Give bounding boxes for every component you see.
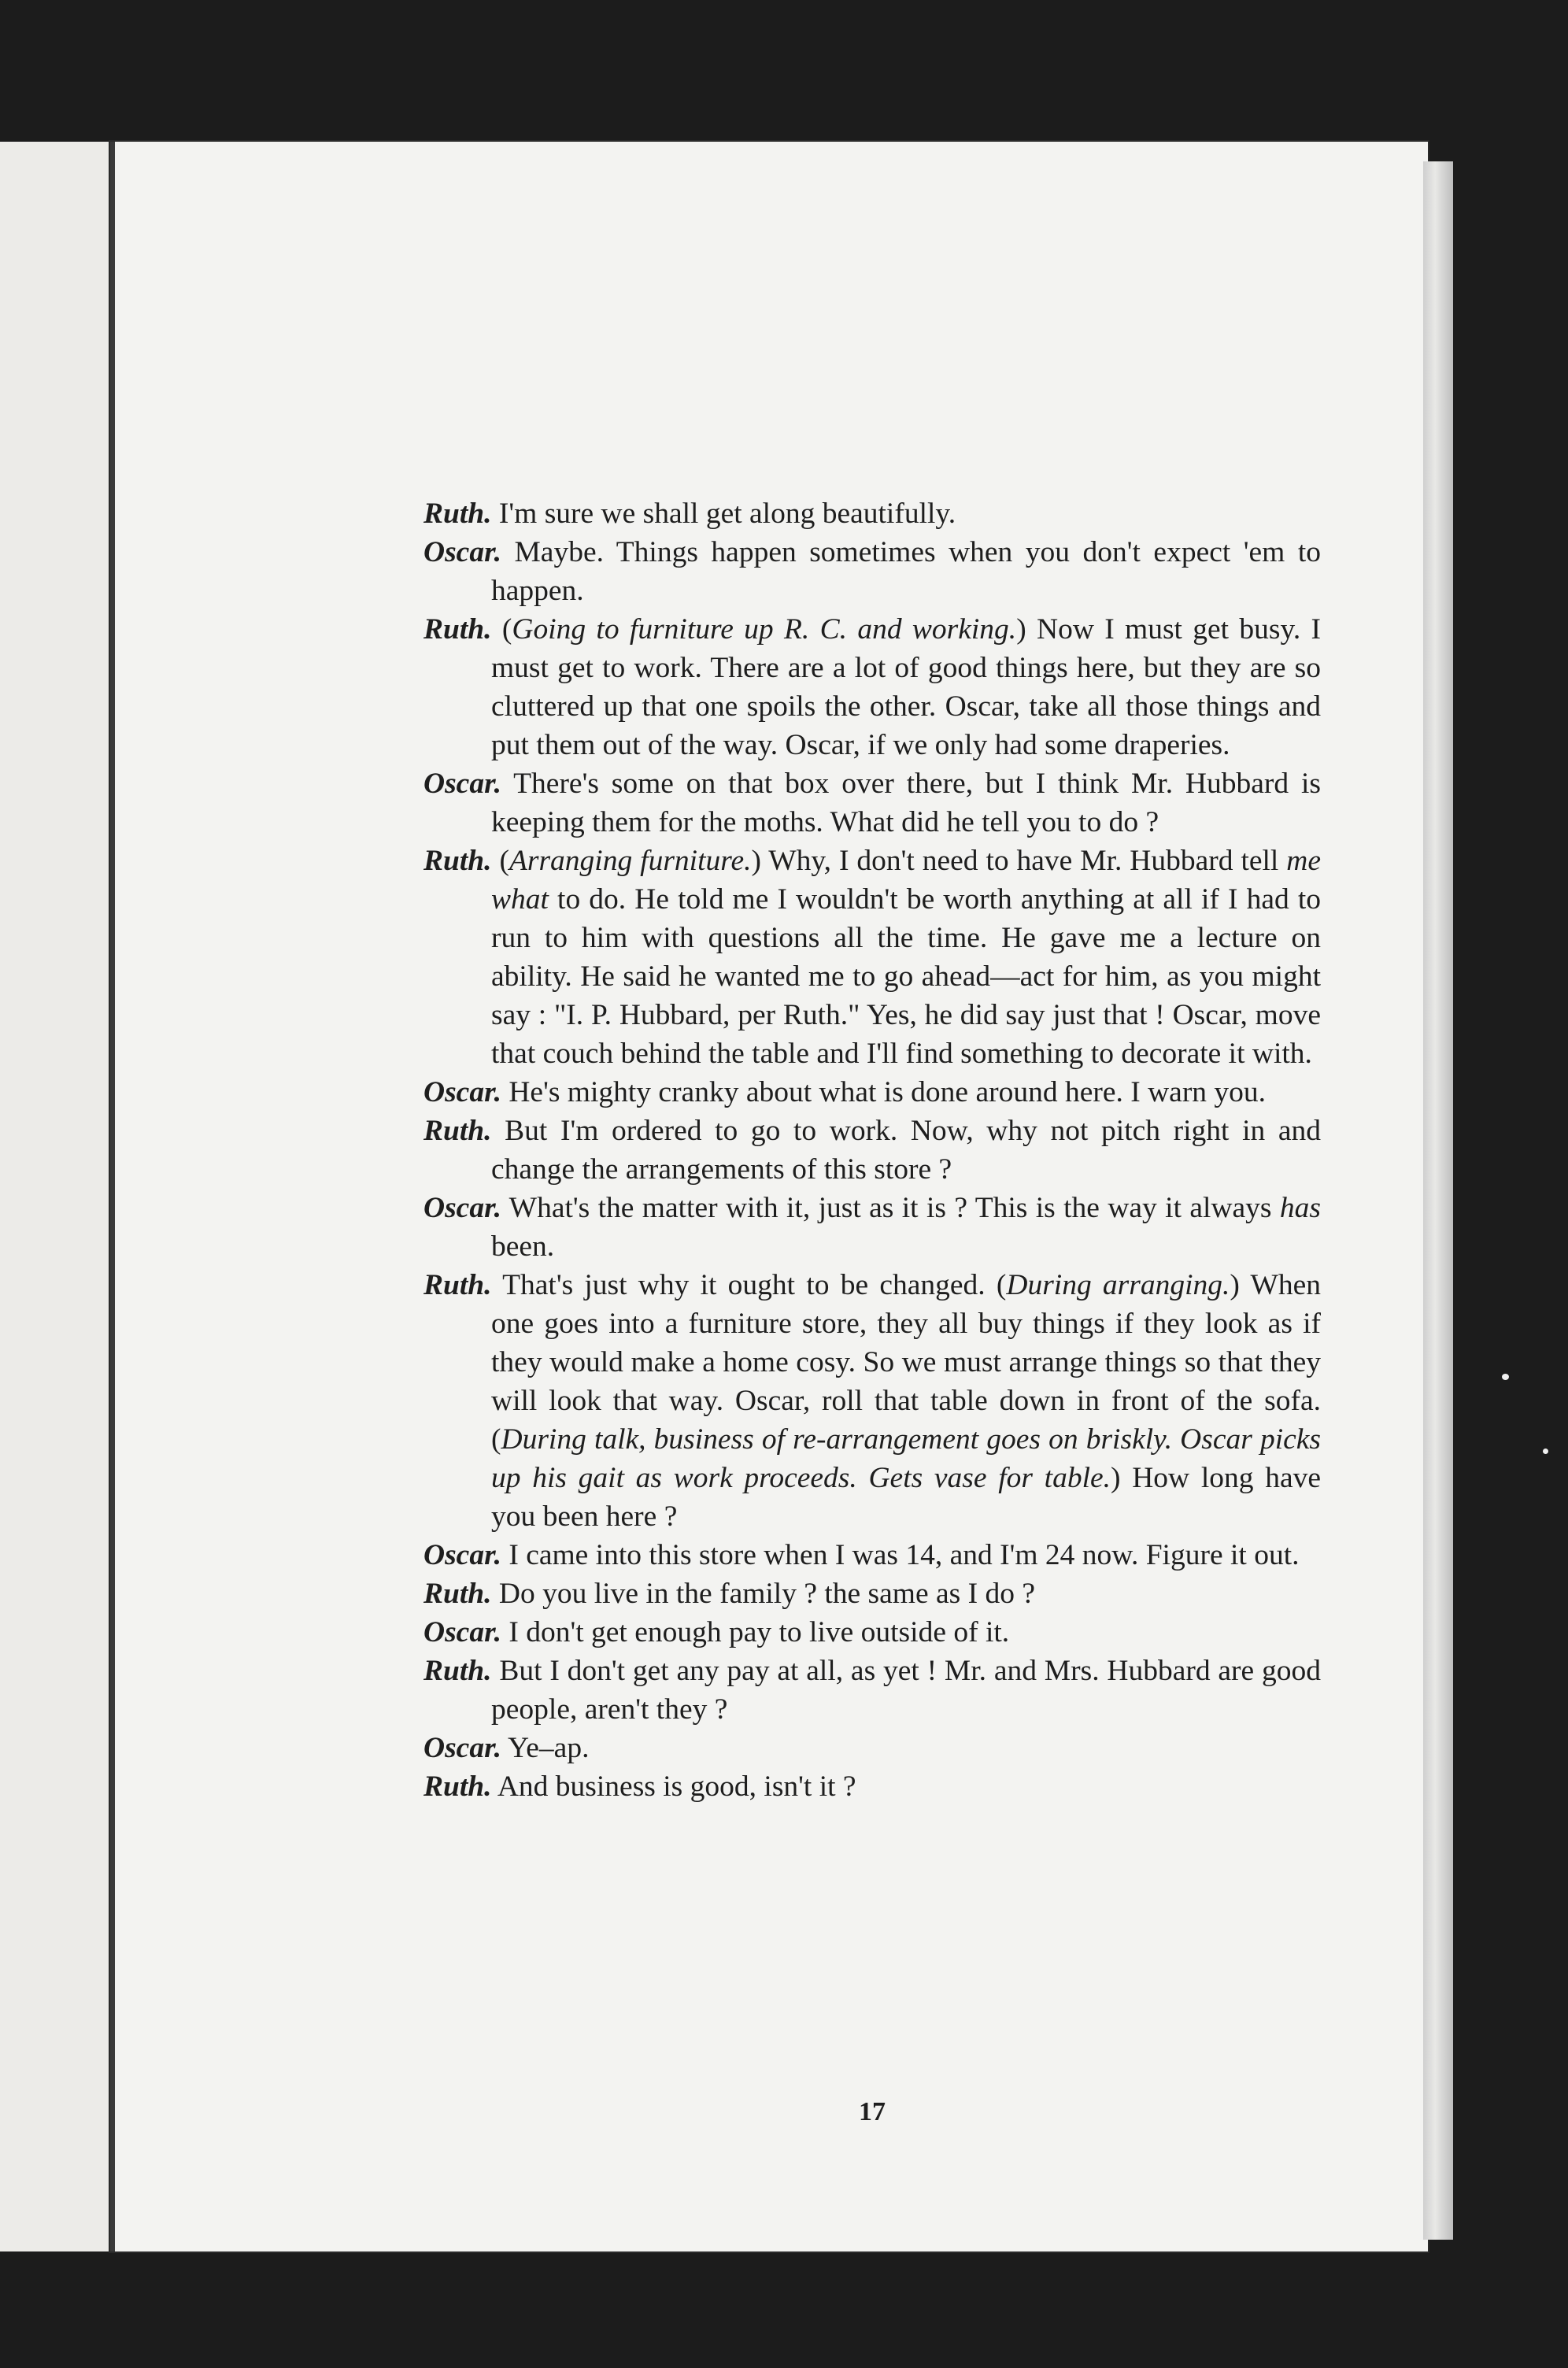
speaker-name: Ruth.: [423, 1578, 492, 1610]
stage-direction: Going to furniture up R. C. and working.: [512, 613, 1017, 646]
speaker-name: Ruth.: [423, 1770, 492, 1803]
spoken-text: been.: [491, 1230, 555, 1263]
spoken-text: ) When one goes into a furniture store, they all buy things if they look as if they would make a home cosy. So we must arrange things so that they will look that way. Oscar, roll that table down in front of the sofa. (: [491, 1269, 1321, 1456]
spoken-text: to do. He told me I wouldn't be worth anything at all if I had to run to him with questions all the time. He gave me a lecture on ability. He said he wanted me to go ahead—act for him, as you might say : "I. P. Hubbard, per Ruth." Yes, he did say just that ! Oscar, move that couch behind the table and I'll find something to decorate it with.: [491, 883, 1321, 1070]
dialogue-line: [423, 1729, 1321, 1767]
speaker-name: Oscar.: [423, 1192, 501, 1224]
dialogue-line: [423, 1652, 1321, 1729]
spoken-text: (: [499, 845, 509, 877]
speaker-name: Oscar.: [423, 1076, 501, 1108]
dialogue-line: [423, 1613, 1321, 1652]
speaker-name: Oscar.: [423, 768, 501, 800]
speaker-name: Ruth.: [423, 845, 492, 877]
spoken-text: But I'm ordered to go to work. Now, why not pitch right in and change the arrangements of this store ?: [491, 1115, 1321, 1186]
stage-direction: Arranging furniture.: [508, 845, 752, 877]
spoken-text: And business is good, isn't it ?: [497, 1770, 856, 1803]
spoken-text: That's just why it ought to be changed. (: [502, 1269, 1007, 1301]
speaker-name: Oscar.: [423, 536, 501, 568]
dust-speck: [1543, 1449, 1548, 1454]
page-number: 17: [859, 2097, 886, 2126]
dialogue-line: [423, 1574, 1321, 1613]
spoken-text: ) Now I must get busy. I must get to work. There are a lot of good things here, but they are so cluttered up that one spoils the other. Oscar, take all those things and put them out of the way. Oscar, if we only had some draperies.: [491, 613, 1322, 761]
spoken-text: (: [501, 613, 512, 646]
dialogue-line: [423, 610, 1321, 764]
speaker-name: Ruth.: [423, 613, 492, 646]
stage-direction: During talk, business of re-arrangement goes on briskly. Oscar picks up his gait as work proceeds. Gets vase for table.: [491, 1423, 1321, 1494]
spoken-text: Ye–ap.: [507, 1732, 590, 1764]
dialogue-line: [423, 1073, 1321, 1112]
spoken-text: Do you live in the family ? the same as I do ?: [498, 1578, 1035, 1610]
facing-page-edge: [0, 142, 110, 2251]
stage-direction: me what: [491, 845, 1322, 916]
spoken-text: I came into this store when I was 14, and I'm 24 now. Figure it out.: [508, 1539, 1300, 1571]
spoken-text: But I don't get any pay at all, as yet ! Mr. and Mrs. Hubbard are good people, aren't they ?: [491, 1655, 1321, 1726]
spoken-text: What's the matter with it, just as it is ? This is the way it always: [508, 1192, 1280, 1224]
speaker-name: Ruth.: [423, 498, 492, 530]
page-stack-edge: [1423, 161, 1453, 2240]
speaker-name: Ruth.: [423, 1655, 492, 1687]
dialogue-line: [423, 1112, 1321, 1189]
speaker-name: Oscar.: [423, 1732, 501, 1764]
spoken-text: I'm sure we shall get along beautifully.: [498, 498, 956, 530]
dialogue-list: [423, 494, 1321, 1806]
stage-direction: During arranging.: [1006, 1269, 1230, 1301]
spoken-text: There's some on that box over there, but I think Mr. Hubbard is keeping them for the moths. What did he tell you to do ?: [491, 768, 1321, 838]
speaker-name: Oscar.: [423, 1539, 501, 1571]
dialogue-line: [423, 1266, 1321, 1536]
spoken-text: ) How long have you been here ?: [491, 1462, 1321, 1533]
book-page: [110, 142, 1428, 2251]
dialogue-line: [423, 764, 1321, 842]
script-text-block: [423, 494, 1322, 2126]
speaker-name: Ruth.: [423, 1269, 492, 1301]
dialogue-line: [423, 1536, 1321, 1574]
speaker-name: Ruth.: [423, 1115, 492, 1147]
dialogue-line: [423, 1189, 1321, 1266]
dialogue-line: [423, 842, 1321, 1073]
spoken-text: Maybe. Things happen sometimes when you don't expect 'em to happen.: [491, 536, 1321, 607]
stage-direction: has: [1279, 1192, 1321, 1224]
spoken-text: ) Why, I don't need to have Mr. Hubbard tell: [751, 845, 1287, 877]
dialogue-line: [423, 1767, 1321, 1806]
spoken-text: I don't get enough pay to live outside of it.: [508, 1616, 1010, 1648]
dialogue-line: [423, 494, 1321, 533]
dialogue-line: [423, 533, 1321, 610]
spoken-text: He's mighty cranky about what is done around here. I warn you.: [508, 1076, 1267, 1108]
speaker-name: Oscar.: [423, 1616, 501, 1648]
dust-speck: [1502, 1374, 1509, 1380]
